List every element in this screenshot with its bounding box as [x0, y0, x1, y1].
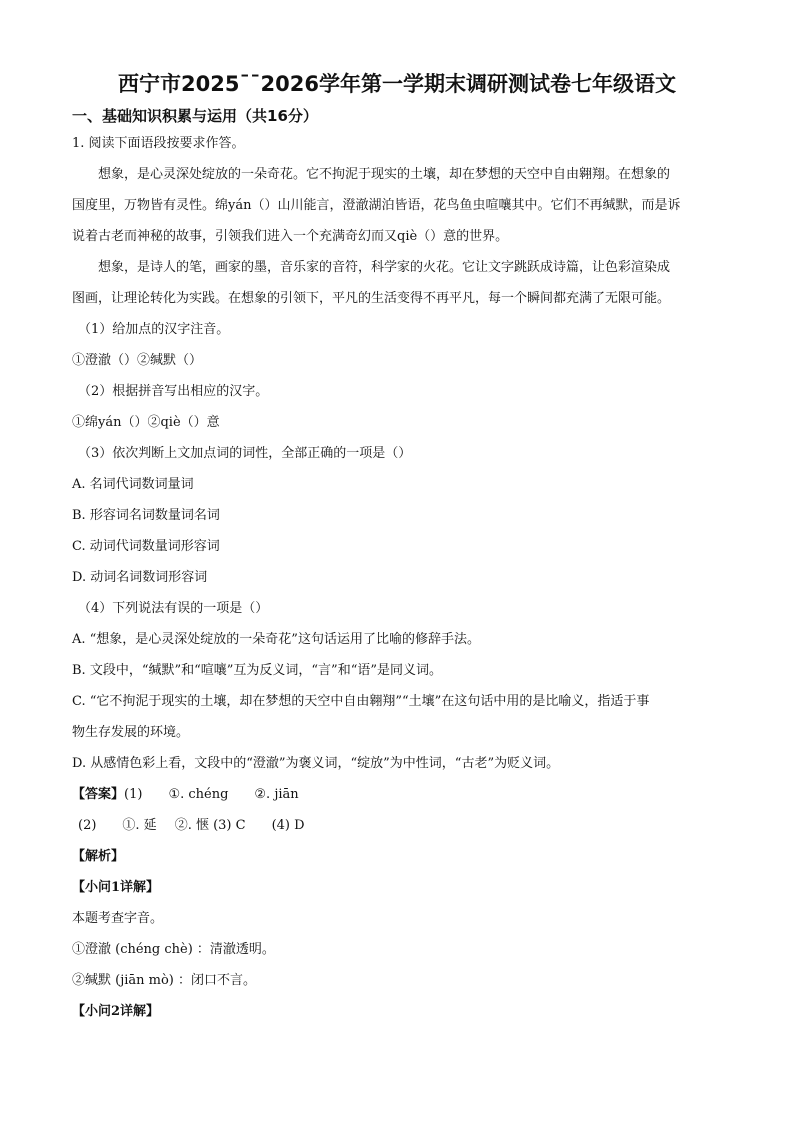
answer-1-num: (1) [124, 787, 143, 802]
answer-1-b: ②. jiān [254, 787, 299, 802]
page-title: 西宁市2025¯¯2026学年第一学期末调研测试卷七年级语文 [118, 72, 676, 96]
option-a: A. 名词代词数词量词 [72, 477, 194, 492]
option-a: A. “想象，是心灵深处绽放的一朵奇花”这句话运用了比喻的修辞手法。 [72, 632, 480, 647]
detail-1-item: ①澄澈 (chéng chè) ：清澈透明。 [72, 942, 275, 957]
detail-1-intro: 本题考查字音。 [72, 911, 164, 926]
option-d: D. 从感情色彩上看，文段中的“澄澈”为褒义词，“绽放”为中性词，“古老”为贬义词。 [72, 756, 560, 771]
option-b: B. 文段中，“缄默”和“喧嚷”互为反义词，“言”和“语”是同义词。 [72, 663, 442, 678]
sub-question-2-blanks: ①绵yán（）②qiè（）意 [72, 415, 220, 430]
analysis-label: 【解析】 [72, 849, 125, 864]
option-b: B. 形容词名词数量词名词 [72, 508, 220, 523]
detail-2-label: 【小问2详解】 [72, 1004, 160, 1019]
passage-line: 说着古老而神秘的故事，引领我们进入一个充满奇幻而又qiè（）意的世界。 [72, 229, 509, 244]
answer-line-1 [72, 784, 724, 815]
passage-line: 图画，让理论转化为实践。在想象的引领下，平凡的生活变得不再平凡，每一个瞬间都充满了无限可能。 [72, 291, 671, 306]
detail-1-label: 【小问1详解】 [72, 880, 160, 895]
option-d: D. 动词名词数词形容词 [72, 570, 208, 585]
sub-question-3-prompt: （3）依次判断上文加点词的词性，全部正确的一项是（） [78, 446, 412, 461]
answer-2-a: ①. 延 [122, 818, 157, 833]
answer-label: 【答案】 [72, 787, 125, 802]
section-heading: 一、基础知识积累与运用（共16分） [72, 107, 318, 125]
passage-line: 国度里，万物皆有灵性。绵yán（）山川能言，澄澈湖泊皆语，花鸟鱼虫喧嚷其中。它们不再缄默，而是诉 [72, 198, 681, 213]
answer-2-b: ②. 惬 [174, 818, 209, 833]
option-c: C. “它不拘泥于现实的土壤，却在梦想的天空中自由翱翔”“土壤”在这句话中用的是比喻义，指适于事 [72, 694, 650, 709]
document-body [72, 133, 724, 1032]
passage-line: 想象，是诗人的笔，画家的墨，音乐家的音符，科学家的火花。它让文字跳跃成诗篇，让色彩渲染成 [98, 260, 671, 275]
answer-line-2 [72, 815, 724, 846]
option-c: C. 动词代词数量词形容词 [72, 539, 220, 554]
question-stem: 1. 阅读下面语段按要求作答。 [72, 136, 245, 151]
answer-1-a: ①. chéng [168, 787, 229, 802]
answer-2-num: (2) [78, 818, 97, 833]
sub-question-4-prompt: （4）下列说法有误的一项是（） [78, 601, 269, 616]
detail-1-item: ②缄默 (jiān mò) ：闭口不言。 [72, 973, 257, 988]
passage-line: 想象，是心灵深处绽放的一朵奇花。它不拘泥于现实的土壤，却在梦想的天空中自由翱翔。在想象的 [98, 167, 671, 182]
answer-4: (4) D [271, 818, 305, 833]
sub-question-1-blanks: ①澄澈（）②缄默（） [72, 353, 203, 368]
answer-3: (3) C [213, 818, 246, 833]
option-c-continued: 物生存发展的环境。 [72, 725, 190, 740]
sub-question-2-prompt: （2）根据拼音写出相应的汉字。 [78, 384, 269, 399]
sub-question-1-prompt: （1）给加点的汉字注音。 [78, 322, 230, 337]
